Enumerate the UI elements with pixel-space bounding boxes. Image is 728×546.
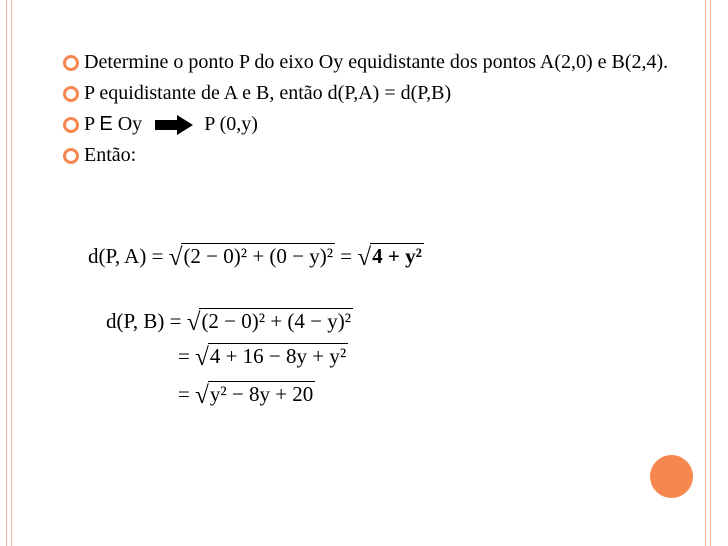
sqrt-icon: √ bbox=[195, 344, 209, 371]
sqrt-icon: √ bbox=[357, 244, 372, 271]
bullet-icon bbox=[62, 54, 80, 72]
bullet-item-1 bbox=[62, 47, 712, 78]
element-of-symbol: E bbox=[99, 113, 113, 135]
equation-step-1-equals: = bbox=[178, 344, 190, 368]
equation-dpa-radicand: (2 − 0)² + (0 − y)² bbox=[183, 244, 334, 268]
sqrt-icon: √ bbox=[195, 382, 209, 409]
equation-step-1-radicand: 4 + 16 − 8y + y² bbox=[209, 344, 347, 368]
equation-step-1 bbox=[178, 343, 348, 372]
equation-dpb bbox=[106, 308, 353, 337]
bullet-result: P (0,y) bbox=[204, 113, 258, 135]
sqrt-icon: √ bbox=[186, 309, 201, 336]
equation-dpb-lhs: d(P, B) = bbox=[106, 309, 182, 333]
bullet-text-1: Determine o ponto P do eixo Oy equidistante dos pontos A(2,0) e B(2,4). bbox=[84, 51, 669, 73]
bullet-icon bbox=[62, 85, 80, 103]
equation-dpa-result: 4 + y² bbox=[372, 244, 422, 268]
bullet-item-4 bbox=[62, 140, 712, 171]
bullet-text-2: P equidistante de A e B, então d(P,A) = d(P,B) bbox=[84, 82, 452, 104]
bullet-text-4: Então: bbox=[84, 144, 137, 166]
implies-arrow-icon bbox=[155, 115, 193, 135]
bullet-prefix: P bbox=[84, 113, 100, 135]
sqrt-icon: √ bbox=[168, 244, 183, 271]
equation-dpb-radicand: (2 − 0)² + (4 − y)² bbox=[201, 309, 352, 333]
bullet-icon bbox=[62, 147, 80, 165]
equation-dpa bbox=[88, 243, 424, 272]
bullet-item-3 bbox=[62, 109, 712, 140]
equation-step-2-radicand: y² − 8y + 20 bbox=[209, 382, 314, 406]
bullet-suffix: Oy bbox=[112, 113, 143, 135]
equation-step-2-equals: = bbox=[178, 382, 190, 406]
bullet-icon bbox=[62, 116, 80, 134]
equation-dpa-equals: = bbox=[340, 244, 353, 268]
decorative-circle bbox=[650, 455, 693, 498]
bullet-item-2 bbox=[62, 78, 712, 109]
bullet-list bbox=[62, 47, 712, 171]
equation-step-2 bbox=[178, 381, 315, 410]
equation-dpa-lhs: d(P, A) = bbox=[88, 244, 164, 268]
